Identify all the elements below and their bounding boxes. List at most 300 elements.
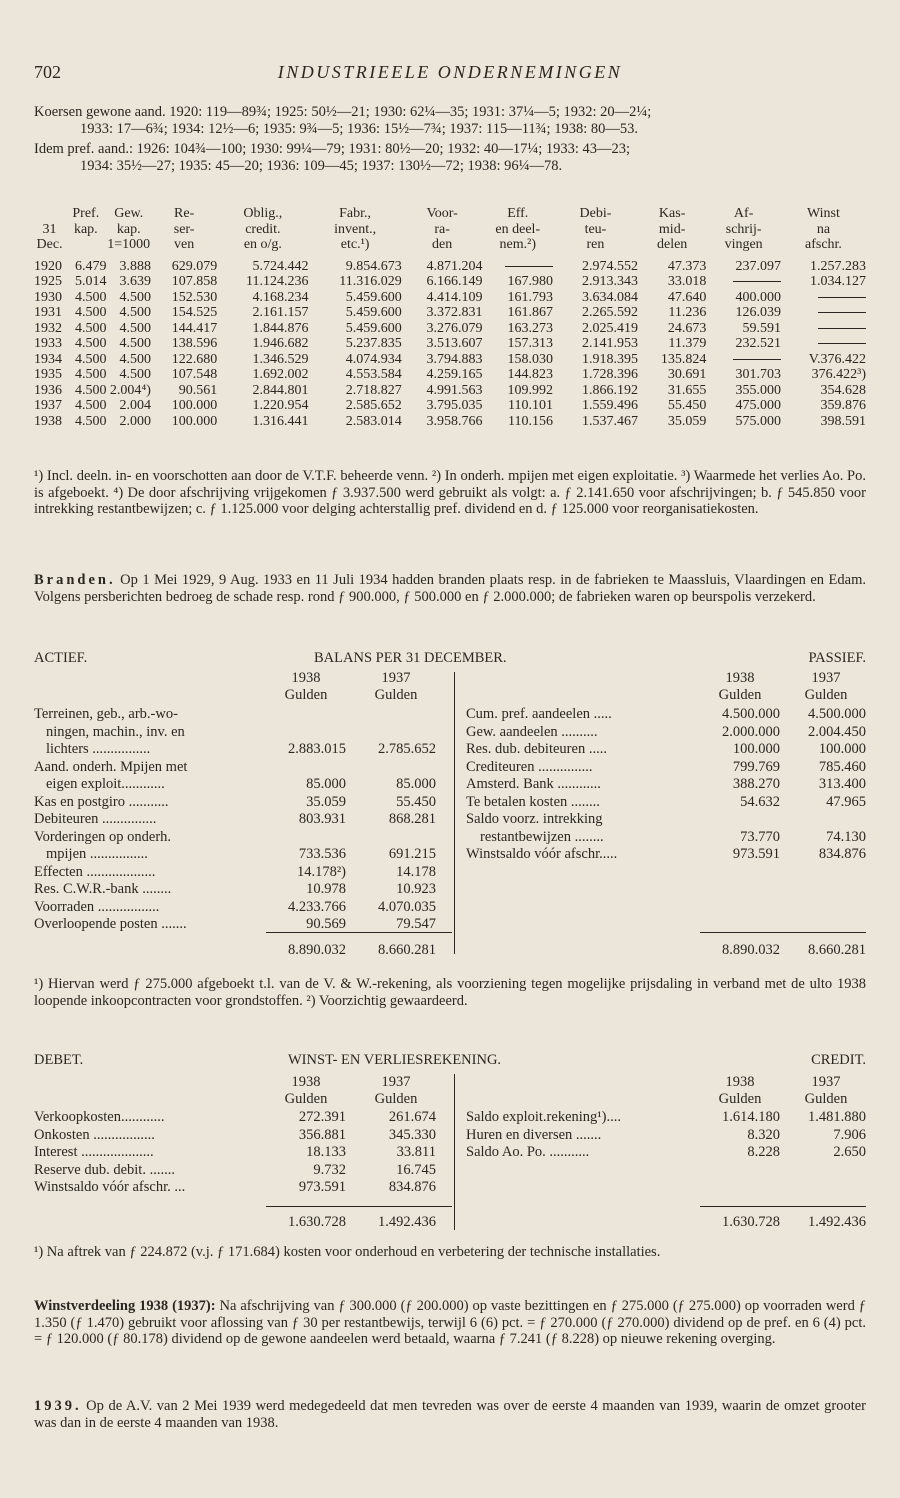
stats-cell: 5.014 xyxy=(75,274,107,289)
stats-cell: 47.640 xyxy=(667,289,707,305)
debet-row-value-b: 261.674 xyxy=(388,1109,436,1125)
passief-row-label: restantbewijzen ........ xyxy=(480,828,604,845)
stats-row xyxy=(34,352,866,368)
stats-cell: 5.459.600 xyxy=(345,320,402,336)
stats-cell: 161.867 xyxy=(507,305,553,320)
stats-header-line: Pref. xyxy=(72,206,100,221)
stats-cell: 30.691 xyxy=(667,367,707,382)
stats-cell: 1.918.395 xyxy=(581,351,638,367)
passief-row-label: Cum. pref. aandeelen ..... xyxy=(466,706,612,722)
stats-cell: 107.858 xyxy=(171,274,218,289)
stats-header-line: invent., xyxy=(334,221,377,237)
stats-cell: 138.596 xyxy=(171,336,218,351)
stats-cell: 158.030 xyxy=(507,351,553,367)
stats-row xyxy=(34,274,866,290)
debet-row-label: Interest .................... xyxy=(34,1144,154,1160)
actief-row-value-a: 85.000 xyxy=(306,776,346,792)
koersen-block xyxy=(34,104,866,174)
dash-mark xyxy=(818,312,866,313)
stats-cell: 161.793 xyxy=(507,289,553,305)
actief-row-label: Vorderingen op onderh. xyxy=(34,828,172,845)
stats-row xyxy=(34,336,866,352)
stats-header-line: Kas- xyxy=(658,206,686,221)
wv-rule-left xyxy=(266,1206,452,1207)
stats-header-line: credit. xyxy=(245,221,281,237)
actief-row-label: Effecten ................... xyxy=(34,863,156,880)
stats-header-line: den xyxy=(432,237,453,252)
stats-header-cell xyxy=(217,206,308,253)
stats-cell xyxy=(781,336,866,352)
wv-total-a-right: 1.630.728 xyxy=(722,1214,780,1230)
actief-row-value-a: 90.569 xyxy=(306,916,346,932)
stats-cell: 3.372.831 xyxy=(426,305,483,320)
stats-cell: 5.724.442 xyxy=(252,258,309,274)
stats-cell: 475.000 xyxy=(735,398,781,413)
passief-row-value-b: 313.400 xyxy=(818,776,866,792)
stats-row xyxy=(34,414,866,430)
stats-header-line: mid- xyxy=(658,221,686,237)
debet-row-label: Onkosten ................. xyxy=(34,1126,155,1143)
koersen-pref-line2: 1934: 35½—27; 1935: 45—20; 1936: 109—45; 1937: 130½—72; 1938: 96¼—78. xyxy=(80,157,563,174)
debet-row-label: Verkoopkosten............ xyxy=(34,1109,165,1125)
stats-cell: 163.273 xyxy=(507,320,553,336)
stats-cell: 1925 xyxy=(34,274,62,289)
stats-cell: 354.628 xyxy=(820,382,866,398)
stats-cell: 100.000 xyxy=(171,398,218,413)
balans-year-b-left: 1937 xyxy=(381,670,411,686)
balans-year-a-left: 1938 xyxy=(291,670,321,686)
stats-cell: 1937 xyxy=(34,398,62,413)
stats-cell: 2.844.801 xyxy=(252,382,309,398)
passief-row-label: Gew. aandeelen .......... xyxy=(466,723,598,740)
stats-cell: 4.500 xyxy=(119,289,151,305)
wv-unit-a-right: Gulden xyxy=(718,1091,762,1107)
credit-row-value-b: 1.481.880 xyxy=(808,1109,866,1125)
stats-cell: 110.156 xyxy=(508,413,553,429)
y1939-label: 1939. xyxy=(34,1398,82,1414)
stats-header-line: Fabr., xyxy=(339,206,372,221)
debet-row-value-a: 272.391 xyxy=(298,1109,346,1125)
stats-cell xyxy=(781,290,866,306)
wv-year-b-right: 1937 xyxy=(811,1074,841,1090)
passief-row-value-a: 388.270 xyxy=(732,776,780,792)
stats-cell xyxy=(706,352,781,368)
stats-cell: 144.417 xyxy=(171,320,218,336)
stats-header-cell xyxy=(638,206,706,253)
actief-row-value-b: 4.070.035 xyxy=(378,898,436,915)
balans-unit-b-right: Gulden xyxy=(804,687,848,703)
stats-cell: 110.101 xyxy=(508,398,553,413)
credit-row-value-a: 1.614.180 xyxy=(722,1109,780,1125)
passief-row-value-b: 834.876 xyxy=(818,846,866,862)
stats-header-cell xyxy=(308,206,401,253)
stats-cell: 122.680 xyxy=(171,351,218,367)
stats-cell: 4.168.234 xyxy=(252,289,309,305)
stats-cell: 2.000 xyxy=(119,413,151,429)
stats-cell: 3.513.607 xyxy=(426,336,483,351)
passief-row-value-b: 47.965 xyxy=(826,793,866,810)
stats-header-cell xyxy=(402,206,483,253)
stats-cell xyxy=(781,321,866,337)
stats-row xyxy=(34,367,866,383)
stats-cell: 1938 xyxy=(34,413,62,429)
passief-row-value-b: 74.130 xyxy=(826,828,866,845)
actief-row-label: Overloopende posten ....... xyxy=(34,916,187,932)
stats-cell: 4.500 xyxy=(75,351,107,367)
balans-total-b-left: 8.660.281 xyxy=(378,942,436,958)
winstverdeeling-paragraph xyxy=(34,1298,866,1348)
passief-row-label: Winstsaldo vóór afschr..... xyxy=(466,846,618,862)
stats-cell: 59.591 xyxy=(742,320,781,336)
stats-cell: 5.237.835 xyxy=(345,336,402,351)
actief-row-value-a: 803.931 xyxy=(298,811,346,827)
stats-cell: 4.500 xyxy=(119,305,151,320)
passief-row-label: Amsterd. Bank ............ xyxy=(466,776,601,792)
stats-cell: 9.854.673 xyxy=(345,258,402,274)
stats-header-cell xyxy=(706,206,781,253)
stats-cell: 109.992 xyxy=(507,382,553,398)
wv-total-a-left: 1.630.728 xyxy=(288,1214,346,1230)
stats-cell: 575.000 xyxy=(735,413,781,429)
wv-year-b-left: 1937 xyxy=(381,1074,411,1090)
stats-header-line: ren xyxy=(586,237,605,252)
stats-cell: 1.692.002 xyxy=(252,367,309,382)
actief-row-label: mpijen ................ xyxy=(46,846,148,862)
y1939-paragraph xyxy=(34,1398,866,1431)
stats-cell: 154.525 xyxy=(171,305,218,320)
stats-cell: 4.991.563 xyxy=(426,382,483,398)
koersen-gewone-line2: 1933: 17—6¾; 1934: 12½—6; 1935: 9¾—5; 1936: 15½—7¾; 1937: 115—11¾; 1938: 80—53. xyxy=(80,120,638,137)
stats-cell: 1.257.283 xyxy=(810,258,866,274)
stats-cell: 1933 xyxy=(34,336,62,351)
wv-note: ¹) Na aftrek van ƒ 224.872 (v.j. ƒ 171.684) kosten voor onderhoud en verbetering der technische installaties. xyxy=(34,1244,661,1260)
stats-cell: 1.316.441 xyxy=(252,413,309,429)
stats-cell: 1932 xyxy=(34,320,62,336)
actief-row-value-b: 79.547 xyxy=(396,916,436,932)
passief-row-value-a: 973.591 xyxy=(732,846,780,862)
actief-row-value-b: 10.923 xyxy=(396,881,436,897)
stats-header-line xyxy=(65,237,106,253)
stats-header-cell xyxy=(483,206,553,253)
stats-grid xyxy=(34,206,866,429)
stats-cell: 2.718.827 xyxy=(345,382,402,398)
stats-cell: 157.313 xyxy=(507,336,553,351)
stats-cell: 33.018 xyxy=(667,274,707,289)
stats-header-row xyxy=(34,206,866,253)
stats-cell: 2.583.014 xyxy=(345,413,402,429)
stats-cell: 3.634.084 xyxy=(581,289,638,305)
stats-cell: 4.414.109 xyxy=(426,289,483,305)
stats-cell: 24.673 xyxy=(667,320,707,336)
stats-cell: 4.500 xyxy=(119,336,151,351)
debet-row-value-a: 18.133 xyxy=(306,1144,346,1160)
actief-row-label: lichters ................ xyxy=(46,741,151,757)
stats-header-line: teu- xyxy=(584,221,607,237)
branden-label: Branden. xyxy=(34,572,116,588)
stats-notes: ¹) Incl. deeln. in- en voorschotten aan door de V.T.F. beheerde venn. ²) In onderh. mpijen met eigen exploitatie. ³) Waarmede het verlies Ao. Po. is afgeboekt. ⁴) De door afschrijving vrijgekomen ƒ 3.937.500 werd gebruikt als volgt: a. ƒ 2.141.650 voor afschrijvingen; b. ƒ 545.850 voor intrekking restantbewijzen; c. ƒ 1.125.000 voor delging achterstallig pref. dividend en d. ƒ 125.000 voor reorganisatiekosten. xyxy=(34,468,866,517)
stats-header-line: ser- xyxy=(173,221,195,237)
passief-row-value-a: 100.000 xyxy=(732,741,780,757)
stats-cell: 4.500 xyxy=(75,413,107,429)
stats-header-line: Af- xyxy=(733,206,754,221)
actief-row-value-a: 733.536 xyxy=(298,846,346,862)
passief-row-label: Te betalen kosten ........ xyxy=(466,793,600,810)
passief-row-value-b: 2.004.450 xyxy=(808,723,866,740)
stats-cell: 1.728.396 xyxy=(581,367,638,382)
stats-cell: 1930 xyxy=(34,289,62,305)
stats-header-cell xyxy=(34,206,65,253)
stats-cell: 1.844.876 xyxy=(252,320,309,336)
stats-cell: 3.888 xyxy=(119,258,151,274)
dash-mark xyxy=(818,297,866,298)
dash-mark xyxy=(818,343,866,344)
wv-divider xyxy=(454,1074,455,1230)
y1939-text: Op de A.V. van 2 Mei 1939 werd medegedeeld dat men tevreden was over de eerste 4 maanden van 1939, waarin de omzet grooter was dan in de eerste 4 maanden van 1938. xyxy=(34,1398,866,1431)
branden-paragraph xyxy=(34,572,866,605)
debet-row-value-a: 973.591 xyxy=(298,1179,346,1195)
stats-cell: 90.561 xyxy=(178,382,218,398)
stats-cell: 126.039 xyxy=(735,305,781,320)
balans-divider xyxy=(454,672,455,954)
stats-header-line: Debi- xyxy=(579,206,612,221)
stats-cell: 237.097 xyxy=(735,258,781,274)
stats-cell: 100.000 xyxy=(171,413,218,429)
stats-header-line: afschr. xyxy=(805,237,842,252)
stats-header-line: Winst xyxy=(807,206,840,221)
wv-rule-right xyxy=(700,1206,866,1207)
stats-table xyxy=(34,206,866,429)
stats-header-line: na xyxy=(816,221,831,237)
wv-unit-b-left: Gulden xyxy=(374,1091,418,1107)
dash-mark xyxy=(818,328,866,329)
balans-unit-a-left: Gulden xyxy=(284,687,328,703)
stats-header-line: Dec. xyxy=(36,237,63,252)
stats-cell: 4.500 xyxy=(75,305,107,320)
stats-cell: 35.059 xyxy=(667,413,707,429)
stats-cell: 11.236 xyxy=(668,305,707,320)
winstverdeeling-label: Winstverdeeling 1938 (1937): xyxy=(34,1298,216,1314)
stats-cell: 2.141.953 xyxy=(581,336,638,351)
stats-cell: 107.548 xyxy=(171,367,218,382)
stats-cell: 4.871.204 xyxy=(426,258,483,274)
wv-total-b-right: 1.492.436 xyxy=(808,1214,866,1230)
credit-row-label: Huren en diversen ....... xyxy=(466,1126,602,1143)
balans-section xyxy=(34,650,866,970)
dash-mark xyxy=(733,281,781,282)
balans-rule-left xyxy=(266,932,452,933)
actief-row-value-b: 868.281 xyxy=(388,811,436,827)
stats-header-line: ra- xyxy=(434,221,450,237)
stats-cell: 1935 xyxy=(34,367,62,382)
stats-cell: 4.553.584 xyxy=(345,367,402,382)
balans-unit-b-left: Gulden xyxy=(374,687,418,703)
stats-cell: 1.559.496 xyxy=(581,398,638,413)
balans-unit-a-right: Gulden xyxy=(718,687,762,703)
stats-cell: 232.521 xyxy=(735,336,781,351)
stats-cell: 301.703 xyxy=(735,367,781,382)
wv-total-b-left: 1.492.436 xyxy=(378,1214,436,1230)
stats-cell: 1934 xyxy=(34,351,62,367)
passief-row-value-b: 100.000 xyxy=(818,741,866,757)
stats-cell: 4.500 xyxy=(119,320,151,336)
debet-row-value-b: 834.876 xyxy=(388,1179,436,1195)
dash-mark xyxy=(505,266,553,267)
actief-row-label: Voorraden ................. xyxy=(34,898,160,915)
stats-cell: 4.500 xyxy=(75,367,107,382)
stats-header-line: ven xyxy=(174,237,195,252)
actief-row-value-b: 2.785.652 xyxy=(378,741,436,757)
stats-cell: 2.004⁴) xyxy=(109,382,151,398)
credit-row-label: Saldo Ao. Po. ........... xyxy=(466,1144,590,1160)
stats-cell: 152.530 xyxy=(171,289,218,305)
passief-row-value-a: 73.770 xyxy=(740,828,780,845)
stats-cell: 4.074.934 xyxy=(345,351,402,367)
stats-cell: 1.946.682 xyxy=(252,336,309,351)
stats-cell: 11.316.029 xyxy=(339,274,402,289)
stats-header-cell xyxy=(65,206,106,253)
balans-total-a-right: 8.890.032 xyxy=(722,942,780,958)
stats-row xyxy=(34,321,866,337)
stats-cell: 398.591 xyxy=(820,413,866,429)
stats-header-line xyxy=(34,206,65,222)
stats-cell: 2.025.419 xyxy=(581,320,638,336)
balans-total-a-left: 8.890.032 xyxy=(288,942,346,958)
stats-header-line: kap. xyxy=(116,221,141,237)
stats-header-line: en deel- xyxy=(495,221,541,237)
balans-title: BALANS PER 31 DECEMBER. xyxy=(314,650,507,666)
stats-header-cell xyxy=(781,206,866,253)
branden-text: Op 1 Mei 1929, 9 Aug. 1933 en 11 Juli 1934 hadden branden plaats resp. in de fabrieken te Maassluis, Vlaardingen en Edam. Volgens persberichten bedroeg de schade resp. rond ƒ 900.000, ƒ 500.000 en ƒ 2.000.000; de fabrieken waren op beurspolis verzekerd. xyxy=(34,572,866,605)
passief-row-label: Crediteuren ............... xyxy=(466,758,593,775)
actief-row-value-a: 10.978 xyxy=(306,881,346,897)
actief-row-label: Debiteuren ............... xyxy=(34,811,157,827)
stats-cell: 2.585.652 xyxy=(345,398,402,413)
koersen-pref-line1: Idem pref. aand.: 1926: 104¾—100; 1930: 99¼—79; 1931: 80½—20; 1932: 40—17¼; 1933: 43—23; xyxy=(34,141,631,157)
stats-header-cell xyxy=(151,206,217,253)
wv-debet-title: DEBET. xyxy=(34,1052,84,1068)
actief-row-value-a: 14.178²) xyxy=(296,863,346,880)
stats-cell: 144.823 xyxy=(507,367,553,382)
stats-cell: 2.161.157 xyxy=(252,305,309,320)
stats-header-cell xyxy=(553,206,638,253)
credit-row-label: Saldo exploit.rekening¹).... xyxy=(466,1109,621,1125)
credit-row-value-a: 8.320 xyxy=(747,1126,780,1143)
debet-row-value-a: 9.732 xyxy=(313,1161,346,1178)
debet-row-value-a: 356.881 xyxy=(298,1126,346,1143)
wv-unit-a-left: Gulden xyxy=(284,1091,328,1107)
stats-cell: 2.913.343 xyxy=(581,274,638,289)
stats-cell: 4.500 xyxy=(75,336,107,351)
stats-cell: 1920 xyxy=(34,258,62,274)
actief-row-label: Terreinen, geb., arb.-wo- xyxy=(34,706,178,722)
stats-cell: 1.537.467 xyxy=(581,413,638,429)
stats-cell xyxy=(483,259,553,275)
stats-cell: 355.000 xyxy=(735,382,781,398)
passief-row-value-a: 2.000.000 xyxy=(722,723,780,740)
actief-row-label: Res. C.W.R.-bank ........ xyxy=(34,881,172,897)
stats-cell: 2.004 xyxy=(119,398,151,413)
stats-cell: 1936 xyxy=(34,382,62,398)
wv-unit-b-right: Gulden xyxy=(804,1091,848,1107)
stats-cell: 359.876 xyxy=(820,398,866,413)
passief-row-value-b: 785.460 xyxy=(818,758,866,775)
stats-cell: 400.000 xyxy=(735,289,781,305)
credit-row-value-a: 8.228 xyxy=(747,1144,780,1160)
stats-cell xyxy=(781,305,866,321)
stats-cell: 11.124.236 xyxy=(245,274,309,289)
balans-passief-title: PASSIEF. xyxy=(808,650,866,666)
stats-header-line: etc.¹) xyxy=(340,237,370,252)
wv-title: WINST- EN VERLIESREKENING. xyxy=(288,1052,502,1068)
stats-cell: 1931 xyxy=(34,305,62,320)
stats-cell: 6.166.149 xyxy=(426,274,483,289)
actief-row-label: Aand. onderh. Mpijen met xyxy=(34,758,188,775)
koersen-gewone-line1: Koersen gewone aand. 1920: 119—89¾; 1925: 50½—21; 1930: 62¼—35; 1931: 37¼—5; 1932: 20—2¼; xyxy=(34,104,652,120)
passief-row-value-a: 54.632 xyxy=(740,793,780,810)
debet-row-label: Reserve dub. debit. ....... xyxy=(34,1161,175,1178)
debet-row-value-b: 33.811 xyxy=(396,1144,436,1160)
stats-header-line: Re- xyxy=(174,206,195,221)
dash-mark xyxy=(733,359,781,360)
stats-cell xyxy=(706,274,781,290)
stats-cell: 1.866.192 xyxy=(581,382,638,398)
stats-cell: 4.259.165 xyxy=(426,367,483,382)
actief-row-value-a: 35.059 xyxy=(306,793,346,810)
credit-row-value-b: 2.650 xyxy=(833,1144,866,1160)
stats-header-line: Voor- xyxy=(426,206,458,221)
stats-cell: 4.500 xyxy=(75,289,107,305)
balans-total-b-right: 8.660.281 xyxy=(808,942,866,958)
stats-cell: 6.479 xyxy=(75,258,107,274)
balans-year-a-right: 1938 xyxy=(725,670,755,686)
actief-row-label: ningen, machin., inv. en xyxy=(46,723,185,740)
stats-cell: 135.824 xyxy=(660,351,707,367)
stats-header-cell xyxy=(107,206,151,253)
stats-cell: 11.379 xyxy=(668,336,707,351)
winstverdeeling-text: Na afschrijving van ƒ 300.000 (ƒ 200.000) op vaste bezittingen en ƒ 275.000 (ƒ 275.000) op voorraden werd ƒ 1.350 (ƒ 1.470) gebruikt voor aflossing van ƒ 30 per restantbewijs, terwijl 6 (6) pct. = ƒ 270.000 (ƒ 270.000) dividend op de pref. en 6 (4) pct. = ƒ 120.000 (ƒ 80.178) dividend op de gewone aandeelen werd betaald, waarna ƒ 7.241 (ƒ 8.228) op nieuwe rekening overging. xyxy=(34,1298,866,1347)
debet-row-value-b: 16.745 xyxy=(396,1161,436,1178)
stats-cell: 4.500 xyxy=(75,382,107,398)
credit-row-value-b: 7.906 xyxy=(833,1126,866,1143)
actief-row-value-b: 55.450 xyxy=(396,793,436,810)
page-number: 702 xyxy=(34,62,61,82)
wv-section xyxy=(34,1052,866,1232)
passief-row-value-a: 4.500.000 xyxy=(722,706,780,722)
actief-row-value-a: 4.233.766 xyxy=(288,898,346,915)
stats-header-line: 31 xyxy=(42,221,57,237)
stats-cell: 167.980 xyxy=(507,274,553,289)
stats-header-line: en o/g. xyxy=(243,237,282,252)
stats-cell: 4.500 xyxy=(75,398,107,413)
stats-header-line: Oblig., xyxy=(243,206,283,221)
stats-cell: 4.500 xyxy=(119,351,151,367)
passief-row-value-a: 799.769 xyxy=(732,758,780,775)
balans-year-b-right: 1937 xyxy=(811,670,841,686)
actief-row-value-b: 691.215 xyxy=(388,846,436,862)
debet-row-value-b: 345.330 xyxy=(388,1126,436,1143)
stats-row xyxy=(34,383,866,399)
stats-header-line: 1=1000 xyxy=(107,237,151,252)
stats-cell: 2.265.592 xyxy=(581,305,638,320)
balans-actief-title: ACTIEF. xyxy=(34,650,88,666)
stats-cell: 3.276.079 xyxy=(426,320,483,336)
stats-row xyxy=(34,398,866,414)
stats-cell: 376.422³) xyxy=(811,367,866,382)
stats-cell: 2.974.552 xyxy=(581,258,638,274)
balans-note: ¹) Hiervan werd ƒ 275.000 afgeboekt t.l. van de V. & W.-rekening, als voorziening tegen mogelijke prijsdaling in verband met de ulto 1938 loopende inkoopcontracten voor grondstoffen. ²) Voorzichtig gewaardeerd. xyxy=(34,976,866,1009)
stats-cell: 5.459.600 xyxy=(345,305,402,320)
stats-cell: 1.346.529 xyxy=(252,351,309,367)
